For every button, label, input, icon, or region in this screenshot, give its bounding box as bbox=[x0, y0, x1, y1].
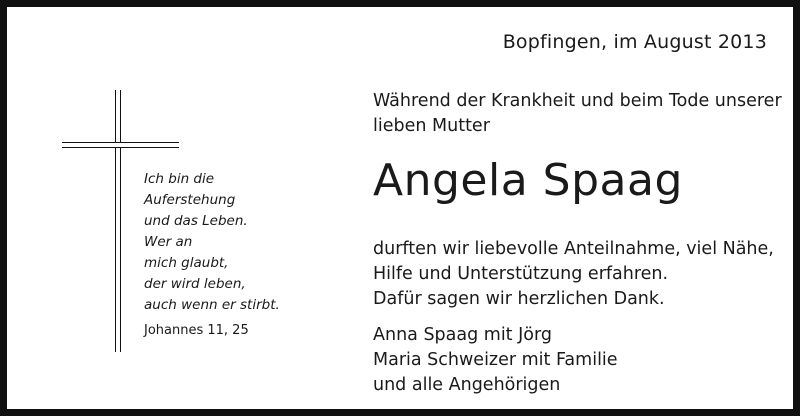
verse-line: auch wenn er stirbt. bbox=[144, 297, 280, 313]
cross-horizontal-beam bbox=[62, 142, 179, 148]
thanks-line: Dafür sagen wir herzlichen Dank. bbox=[373, 289, 665, 309]
verse-line: der wird leben, bbox=[144, 276, 246, 292]
signer-line: Maria Schweizer mit Familie bbox=[373, 350, 618, 370]
cross-vertical-beam bbox=[115, 90, 121, 352]
signer-line: und alle Angehörigen bbox=[373, 375, 561, 395]
place-date: Bopfingen, im August 2013 bbox=[502, 31, 767, 53]
verse-line: Ich bin die bbox=[144, 171, 215, 187]
verse-line: und das Leben. bbox=[144, 213, 248, 229]
intro-line: Während der Krankheit und beim Tode unserer bbox=[373, 91, 782, 111]
verse-reference: Johannes 11, 25 bbox=[144, 323, 249, 338]
verse-line: Wer an bbox=[144, 234, 193, 250]
thanks-line: durften wir liebevolle Anteilnahme, viel Nähe, bbox=[373, 239, 774, 259]
intro-text bbox=[373, 89, 782, 139]
signer-line: Anna Spaag mit Jörg bbox=[373, 325, 552, 345]
verse-line: Auferstehung bbox=[144, 192, 236, 208]
thanks-line: Hilfe und Unterstützung erfahren. bbox=[373, 264, 669, 284]
intro-line: lieben Mutter bbox=[373, 116, 490, 136]
cross-intersection bbox=[117, 144, 120, 147]
deceased-name: Angela Spaag bbox=[373, 155, 683, 206]
thanks-text bbox=[373, 237, 774, 312]
bible-verse bbox=[144, 169, 280, 316]
verse-line: mich glaubt, bbox=[144, 255, 229, 271]
signers-list bbox=[373, 323, 618, 398]
